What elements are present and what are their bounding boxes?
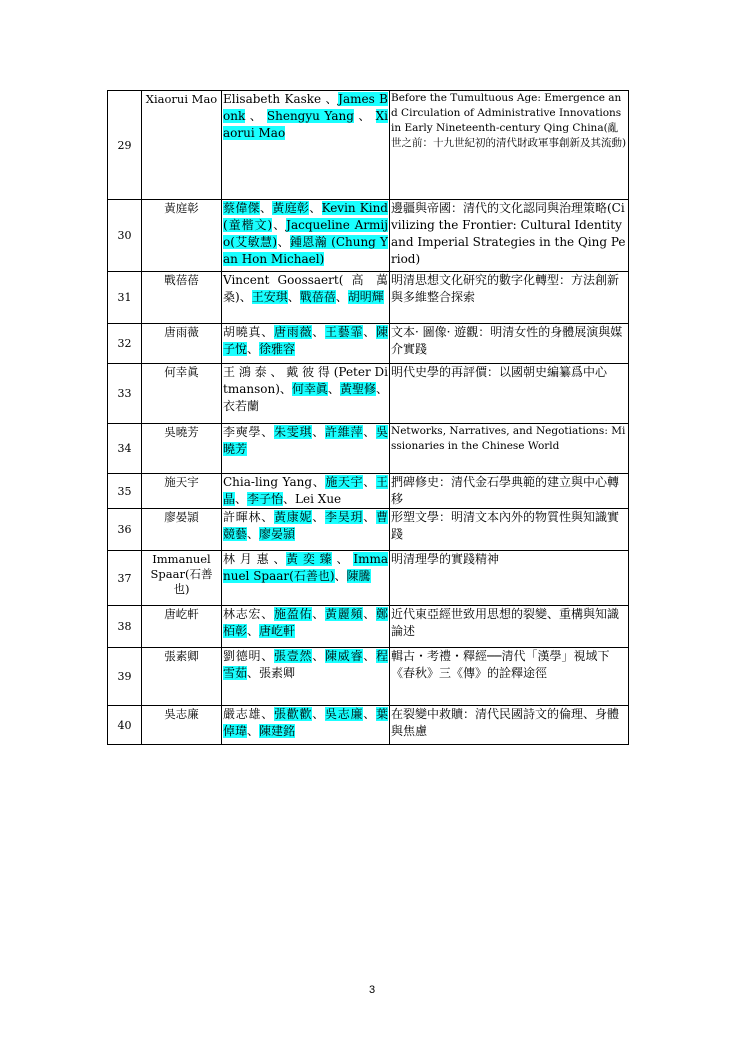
- principal-investigator: 唐屹軒: [142, 606, 222, 648]
- member-text: 、: [312, 707, 325, 721]
- member-text: 、: [363, 475, 376, 489]
- team-members: [222, 474, 390, 509]
- member-text: 、: [239, 290, 252, 304]
- highlighted-member-name: 王晶: [223, 475, 388, 506]
- principal-investigator: 張素卿: [142, 648, 222, 706]
- member-text: 、: [363, 607, 376, 621]
- project-title: 輯古・考禮・釋經──清代「漢學」視域下《春秋》三《傳》的詮釋途徑: [390, 648, 629, 706]
- project-title: Before the Tumultuous Age: Emergence and Circulation of Administrative Innovations in Early Nineteenth-century Qing China(亂世之前：十九世紀初的清代財政軍事創新及其流動): [390, 91, 629, 200]
- principal-investigator: 廖晏頴: [142, 509, 222, 551]
- principal-investigator: 唐雨薇: [142, 324, 222, 364]
- highlighted-member-name: 李子怡: [247, 492, 284, 506]
- highlighted-member-name: 王安琪: [251, 290, 288, 304]
- member-text: 、: [277, 235, 290, 249]
- highlighted-member-name: 陳子悅: [223, 325, 388, 356]
- member-text: 、: [363, 425, 376, 439]
- highlighted-member-name: 李昊玥: [324, 510, 364, 524]
- member-text: 、: [312, 649, 325, 663]
- table-row: [108, 509, 629, 551]
- highlighted-member-name: 黃聖修: [339, 382, 376, 396]
- row-number: 36: [108, 509, 142, 551]
- row-number: 40: [108, 706, 142, 745]
- member-text: 、: [247, 342, 260, 356]
- member-text: 林志宏: [223, 607, 262, 621]
- team-members: [222, 272, 390, 324]
- member-text: 、: [312, 325, 325, 339]
- member-text: 林 月 惠 、: [223, 552, 286, 566]
- member-text: 、張素卿: [247, 666, 296, 680]
- team-members: [222, 648, 390, 706]
- highlighted-member-name: 程雪茹: [223, 649, 388, 680]
- highlighted-member-name: 鄭栢彰: [223, 607, 388, 638]
- member-text: 、: [353, 109, 376, 123]
- highlighted-member-name: James Bonk: [223, 92, 388, 123]
- row-number: 34: [108, 424, 142, 474]
- highlighted-member-name: 王藝霏: [324, 325, 364, 339]
- team-members: [222, 551, 390, 606]
- member-text: 、: [261, 425, 274, 439]
- highlighted-member-name: 施盈佑: [273, 607, 313, 621]
- principal-investigator: 施天宇: [142, 474, 222, 509]
- highlighted-member-name: 陳威睿: [324, 649, 364, 663]
- member-text: 、: [334, 569, 347, 583]
- row-number: 38: [108, 606, 142, 648]
- highlighted-member-name: 戰蓓蓓: [299, 290, 336, 304]
- highlighted-member-name: 黃康妮: [273, 510, 313, 524]
- highlighted-member-name: 黃庭彰: [272, 201, 310, 215]
- highlighted-member-name: Immanuel Spaar(石善也): [223, 552, 388, 583]
- highlighted-member-name: 徐雅容: [259, 342, 296, 356]
- team-members: [222, 200, 390, 272]
- principal-investigator: 黃庭彰: [142, 200, 222, 272]
- team-members: [222, 324, 390, 364]
- member-text: 、: [235, 492, 248, 506]
- row-number: 37: [108, 551, 142, 606]
- member-text: 胡曉真: [223, 325, 262, 339]
- member-text: Vincent Goossaert( 高 萬 桑): [223, 273, 388, 304]
- team-members: [222, 606, 390, 648]
- highlighted-member-name: 張歡歡: [273, 707, 313, 721]
- member-text: 、: [312, 510, 325, 524]
- highlighted-member-name: 許維萍: [324, 425, 364, 439]
- project-title: 明清理學的實踐精神: [390, 551, 629, 606]
- row-number: 35: [108, 474, 142, 509]
- row-number: 32: [108, 324, 142, 364]
- highlighted-member-name: 唐屹軒: [259, 624, 296, 638]
- project-title: Networks, Narratives, and Negotiations: Missionaries in the Chinese World: [390, 424, 629, 474]
- member-text: 、: [247, 527, 260, 541]
- member-text: 、: [363, 510, 376, 524]
- highlighted-member-name: 曹競藝: [223, 510, 388, 541]
- project-table: [107, 90, 629, 745]
- project-title: 在裂變中救贖：清代民國詩文的倫理、身體與焦慮: [390, 706, 629, 745]
- member-text: 、: [312, 475, 326, 489]
- member-text: 、: [261, 649, 274, 663]
- principal-investigator: 吳曉芳: [142, 424, 222, 474]
- highlighted-member-name: 黃麗頻: [324, 607, 364, 621]
- highlighted-member-name: 葉倬瑋: [223, 707, 388, 738]
- member-text: 、: [363, 649, 376, 663]
- highlighted-member-name: 吳志廉: [324, 707, 364, 721]
- member-text: 、: [363, 325, 376, 339]
- member-text: 、: [335, 290, 348, 304]
- principal-investigator: 戰蓓蓓: [142, 272, 222, 324]
- highlighted-member-name: Shengyu Yang: [266, 109, 354, 123]
- row-number: 30: [108, 200, 142, 272]
- highlighted-member-name: 唐雨薇: [273, 325, 313, 339]
- principal-investigator: 何幸眞: [142, 364, 222, 424]
- team-members: [222, 91, 390, 200]
- highlighted-member-name: 陳騰: [346, 569, 371, 583]
- member-text: 、: [247, 724, 260, 738]
- member-text: 、: [363, 707, 376, 721]
- highlighted-member-name: 朱雯琪: [273, 425, 313, 439]
- table-row: [108, 364, 629, 424]
- row-number: 39: [108, 648, 142, 706]
- row-number: 31: [108, 272, 142, 324]
- row-number: 29: [108, 91, 142, 200]
- team-members: [222, 364, 390, 424]
- member-text: 劉德明: [223, 649, 262, 663]
- highlighted-member-name: 鍾恩瀚 (Chung Yan Hon Michael): [223, 235, 388, 266]
- highlighted-member-name: 黃 奕 臻: [286, 552, 333, 566]
- table-row: [108, 606, 629, 648]
- table-row: [108, 551, 629, 606]
- highlighted-member-name: 胡明輝: [347, 290, 384, 304]
- member-text: 、: [287, 290, 300, 304]
- project-title: 邊疆與帝國：清代的文化認同與治理策略(Civilizing the Frontier: Cultural Identity and Imperial Strategies in the Qing Period): [390, 200, 629, 272]
- member-text: 、: [272, 218, 287, 232]
- member-text: 、: [312, 607, 325, 621]
- table-row: [108, 272, 629, 324]
- project-title: 文本· 圖像· 遊觀：明清女性的身體展演與媒介實踐: [390, 324, 629, 364]
- highlighted-member-name: 廖晏頴: [259, 527, 296, 541]
- table-row: [108, 424, 629, 474]
- table-row: [108, 706, 629, 745]
- highlighted-member-name: Kevin Kind(童楷文): [223, 201, 388, 232]
- member-text: 、: [245, 109, 267, 123]
- highlighted-member-name: 何幸眞: [291, 382, 328, 396]
- page-number: 3: [368, 984, 376, 996]
- project-title: 近代東亞經世致用思想的裂變、重構與知識論述: [390, 606, 629, 648]
- member-text: 、: [259, 201, 273, 215]
- highlighted-member-name: 吳曉芳: [223, 425, 388, 456]
- team-members: [222, 706, 390, 745]
- member-text: Elisabeth Kaske 、: [223, 92, 339, 106]
- table-row: [108, 474, 629, 509]
- member-text: 嚴志雄: [223, 707, 262, 721]
- principal-investigator: Xiaorui Mao: [142, 91, 222, 200]
- team-members: [222, 424, 390, 474]
- table-row: [108, 91, 629, 200]
- member-text: 、Lei Xue: [283, 492, 342, 506]
- member-text: 、: [261, 607, 274, 621]
- project-title: 明清思想文化研究的數字化轉型：方法創新與多維整合探索: [390, 272, 629, 324]
- row-number: 33: [108, 364, 142, 424]
- member-text: 、: [312, 425, 325, 439]
- member-text: 許暉林: [223, 510, 262, 524]
- highlighted-member-name: 張壹然: [273, 649, 313, 663]
- highlighted-member-name: 陳建銘: [259, 724, 296, 738]
- project-title: 明代史學的再評價：以國朝史編纂爲中心: [390, 364, 629, 424]
- project-title: 捫碑修史：清代金石學典範的建立與中心轉移: [390, 474, 629, 509]
- member-text: 王 鴻 泰 、 戴 彼 得 (Peter Ditmanson): [223, 365, 388, 396]
- table-row: [108, 324, 629, 364]
- member-text: 、: [261, 325, 274, 339]
- table-row: [108, 648, 629, 706]
- member-text: 、: [309, 201, 322, 215]
- team-members: [222, 509, 390, 551]
- member-text: 、: [247, 624, 260, 638]
- principal-investigator: Immanuel Spaar(石善也): [142, 551, 222, 606]
- table-row: [108, 200, 629, 272]
- table-body: [108, 91, 629, 745]
- member-text: 、: [261, 510, 274, 524]
- member-text: 、: [327, 382, 340, 396]
- highlighted-member-name: 施天宇: [325, 475, 364, 489]
- member-text: 、: [261, 707, 274, 721]
- member-text: 、衣若蘭: [223, 382, 388, 413]
- project-title: 形塑文學：明清文本內外的物質性與知識實踐: [390, 509, 629, 551]
- member-text: 李奭學: [223, 425, 262, 439]
- member-text: 、: [279, 382, 292, 396]
- highlighted-member-name: 蔡偉傑: [223, 201, 260, 215]
- member-text: Chia-ling Yang: [223, 475, 313, 489]
- member-text: 、: [332, 552, 354, 566]
- highlighted-member-name: Jacqueline Armijo(艾敏慧): [223, 218, 388, 249]
- highlighted-member-name: Xiaorui Mao: [223, 109, 388, 140]
- principal-investigator: 吳志廉: [142, 706, 222, 745]
